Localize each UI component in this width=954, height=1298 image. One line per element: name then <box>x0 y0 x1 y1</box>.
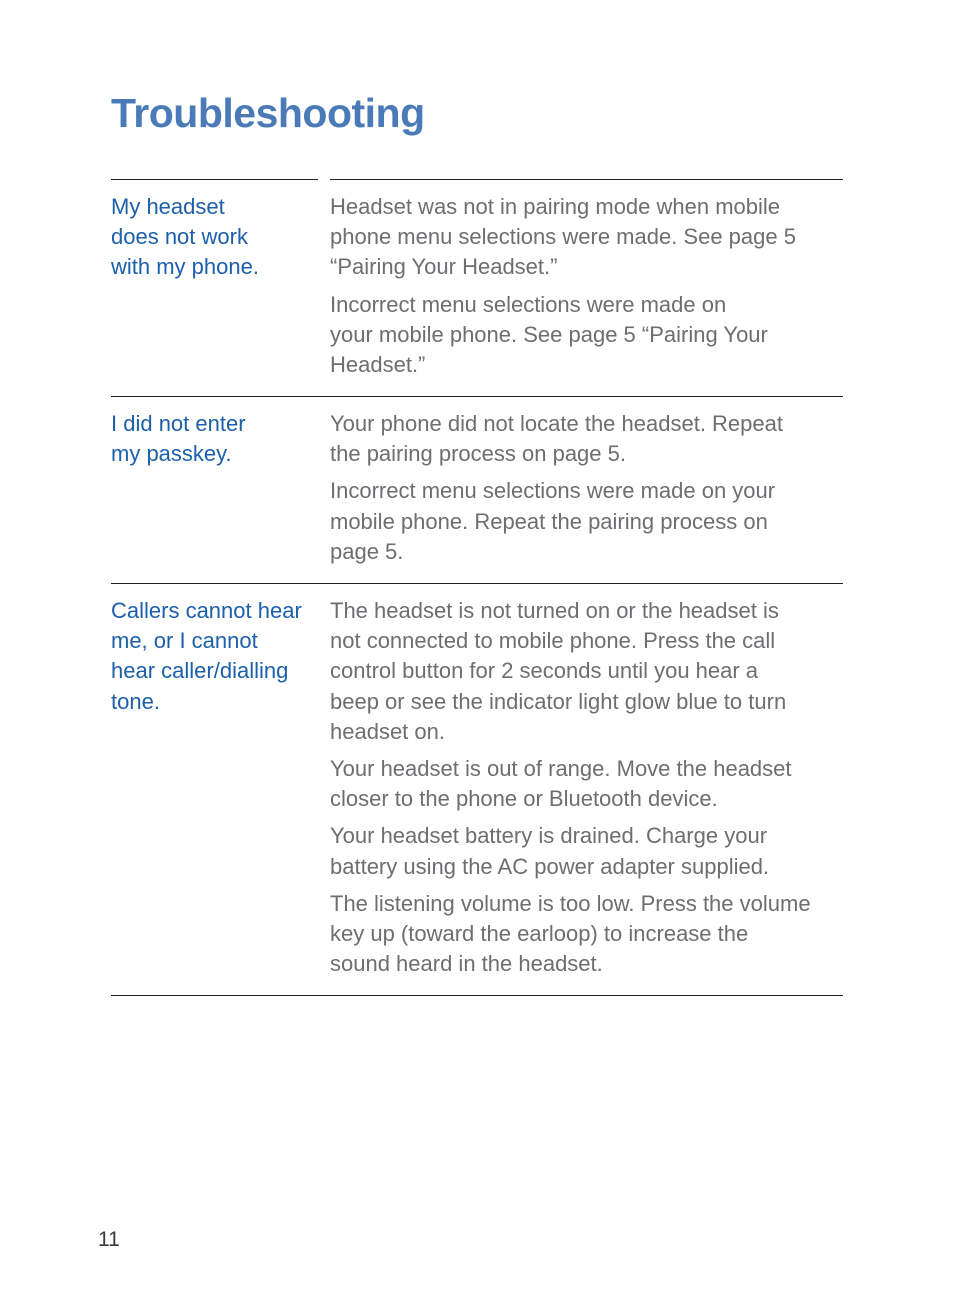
problem-line: my passkey. <box>111 441 232 467</box>
row-divider <box>111 995 843 996</box>
solution-line: Your headset battery is drained. Charge your <box>330 823 768 849</box>
solution-line: Headset.” <box>330 352 426 378</box>
row-divider-left <box>111 179 318 180</box>
problem-line: hear caller/dialling <box>111 658 289 684</box>
solution-text <box>330 409 835 574</box>
solution-paragraph <box>330 821 835 881</box>
solution-line: “Pairing Your Headset.” <box>330 254 558 280</box>
solution-line: mobile phone. Repeat the pairing process on <box>330 508 768 534</box>
problem-line: does not work <box>111 224 248 250</box>
solution-line: Your phone did not locate the headset. Repeat <box>330 411 783 436</box>
solution-line: Incorrect menu selections were made on your <box>330 478 776 504</box>
problem-line: with my phone. <box>111 254 259 280</box>
solution-paragraph <box>330 476 835 567</box>
solution-line: closer to the phone or Bluetooth device. <box>330 786 718 812</box>
row-divider <box>111 396 843 397</box>
solution-line: sound heard in the headset. <box>330 951 603 977</box>
solution-paragraph <box>330 596 835 747</box>
solution-line: control button for 2 seconds until you hear a <box>330 658 759 684</box>
problem-line: tone. <box>111 688 160 714</box>
problem-line: My headset <box>111 194 225 219</box>
solution-line: beep or see the indicator light glow blue to turn <box>330 688 787 714</box>
solution-paragraph <box>330 192 835 283</box>
solution-line: page 5. <box>330 538 404 564</box>
solution-line: headset on. <box>330 718 445 744</box>
problem-text <box>111 192 316 283</box>
page-title: Troubleshooting <box>111 90 425 136</box>
solution-line: The listening volume is too low. Press the volume <box>330 890 811 916</box>
solution-line: battery using the AC power adapter supplied. <box>330 853 770 879</box>
solution-line: Incorrect menu selections were made on <box>330 291 727 317</box>
page-number: 11 <box>98 1228 120 1251</box>
solution-line: Your headset is out of range. Move the headset <box>330 756 792 782</box>
solution-paragraph <box>330 889 835 980</box>
problem-line: Callers cannot hear <box>111 598 302 623</box>
solution-paragraph <box>330 409 835 469</box>
solution-line: The headset is not turned on or the headset is <box>330 598 779 623</box>
solution-line: not connected to mobile phone. Press the call <box>330 628 776 654</box>
solution-line: key up (toward the earloop) to increase the <box>330 921 749 947</box>
solution-text <box>330 596 835 986</box>
solution-line: your mobile phone. See page 5 “Pairing Your <box>330 321 768 347</box>
problem-line: me, or I cannot <box>111 628 258 654</box>
problem-line: I did not enter <box>111 411 246 436</box>
row-divider <box>111 583 843 584</box>
solution-paragraph <box>330 290 835 381</box>
solution-text <box>330 192 835 387</box>
row-divider-right <box>330 179 843 180</box>
solution-line: Headset was not in pairing mode when mobile <box>330 194 781 219</box>
solution-paragraph <box>330 754 835 814</box>
problem-text <box>111 596 316 717</box>
solution-line: the pairing process on page 5. <box>330 441 626 467</box>
solution-line: phone menu selections were made. See page 5 <box>330 224 796 250</box>
problem-text <box>111 409 316 469</box>
